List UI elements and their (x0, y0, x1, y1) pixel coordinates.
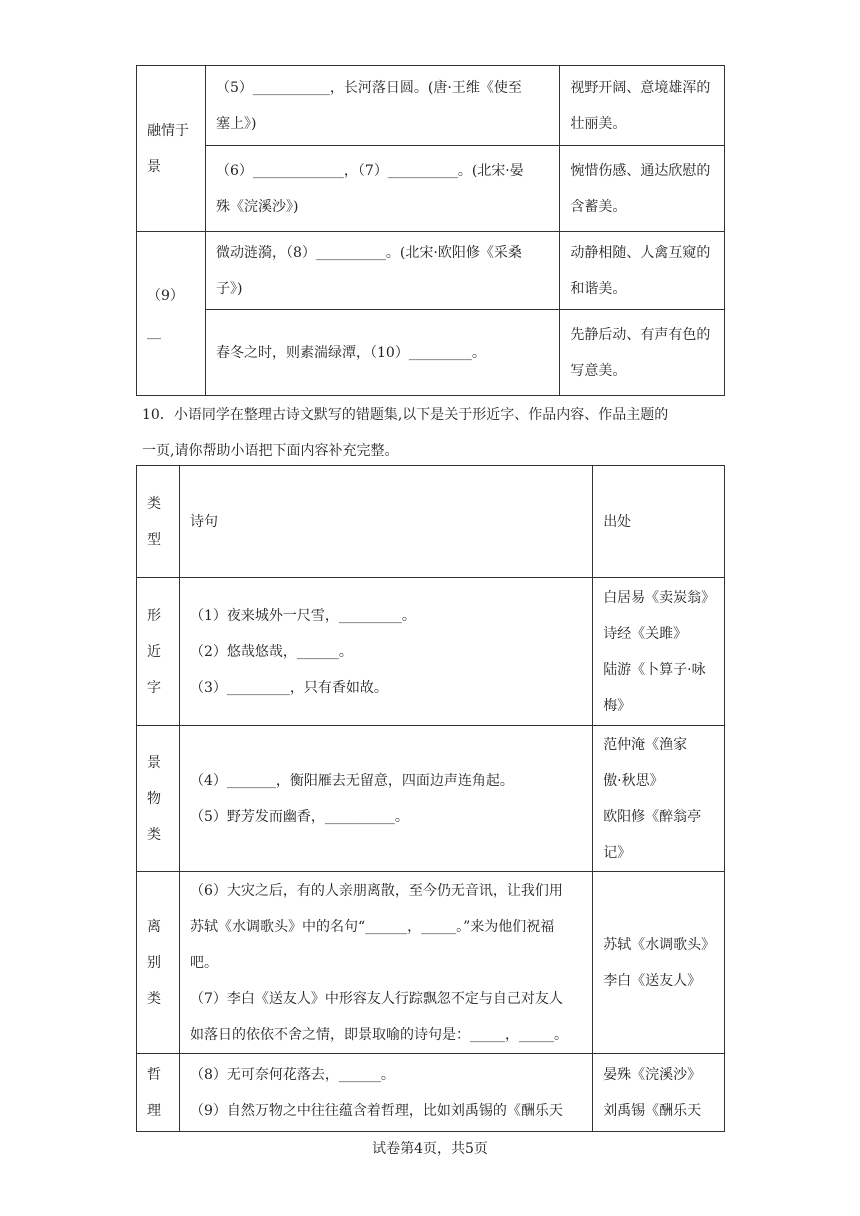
poetry-beauty-table (136, 65, 725, 396)
beauty-line: 含蓄美。 (570, 198, 627, 215)
type-char: 近 (147, 643, 161, 660)
header-source-cell (593, 466, 725, 578)
type-char: 景 (147, 754, 161, 771)
poem-line: （7）李白《送友人》中形容友人行踪飘忽不定与自己对友人 (189, 990, 563, 1007)
poem-line: （6）_____________，（7）__________。(北宋·晏 (216, 162, 524, 179)
source-line: 刘禹锡《酬乐天 (603, 1102, 702, 1119)
beauty-line: 先静后动、有声有色的 (570, 326, 711, 343)
poem-line: （1）夜来城外一尺雪，_________。 (189, 607, 416, 624)
source-cell (593, 726, 725, 872)
type-cell (137, 578, 180, 726)
poem-line: 苏轼《水调歌头》中的名句“______，_____。”来为他们祝福 (189, 918, 555, 935)
type-char: 形 (147, 607, 161, 624)
question-line: 一页,请你帮助小语把下面内容补充完整。 (142, 443, 399, 459)
source-cell (593, 578, 725, 726)
source-line: 苏轼《水调歌头》 (603, 936, 716, 953)
page-footer: 试卷第4页，共5页 (372, 1141, 488, 1157)
type-char: 理 (147, 1102, 161, 1119)
poem-line: 塞上》) (216, 115, 257, 132)
type-char: 类 (147, 990, 161, 1007)
poem-line: （4）_______，衡阳雁去无留意，四面边声连角起。 (189, 772, 514, 789)
poem-line: （5）野芳发而幽香，__________。 (189, 808, 409, 825)
beauty-line: 动静相随、人禽互窥的 (570, 244, 711, 261)
type-char: 类 (147, 826, 161, 843)
type-cell (137, 872, 180, 1054)
beauty-cell (560, 232, 725, 310)
type-char: 字 (147, 679, 161, 696)
poem-cell (206, 146, 560, 232)
poem-line: （3）_________，只有香如故。 (189, 679, 388, 696)
poem-line: 如落日的依依不舍之情，即景取喻的诗句是：_____，_____。 (189, 1026, 568, 1043)
header-type-cell (137, 466, 180, 578)
poem-cell (206, 310, 560, 396)
type-char: 哲 (147, 1066, 161, 1083)
group-label-cell (137, 232, 206, 396)
group-label: （9）__ (147, 287, 184, 340)
poem-cell (179, 872, 592, 1054)
beauty-line: 壮丽美。 (570, 115, 627, 132)
poem-line: 子》) (216, 280, 243, 297)
beauty-line: 写意美。 (570, 362, 627, 379)
group-label: 融情于景 (147, 122, 189, 175)
header-source: 出处 (603, 513, 632, 530)
beauty-cell (560, 146, 725, 232)
type-cell (137, 726, 180, 872)
error-collection-table (136, 465, 725, 1132)
poem-cell (206, 232, 560, 310)
poem-line: （6）大灾之后，有的人亲朋离散，至今仍无音讯，让我们用 (189, 882, 563, 899)
header-poem-cell (179, 466, 592, 578)
type-cell (137, 1054, 180, 1132)
poem-line: （9）自然万物之中往往蕴含着哲理，比如刘禹锡的《酬乐天 (189, 1102, 563, 1119)
source-line: 范仲淹《渔家 (603, 736, 688, 753)
source-line: 傲·秋思》 (603, 772, 664, 789)
poem-line: 微动涟漪，（8）__________。(北宋·欧阳修《采桑 (216, 244, 522, 261)
poem-line: 春冬之时，则素湍绿潭，（10）_________。 (216, 344, 486, 361)
question-10-prompt (142, 397, 732, 469)
source-cell (593, 1054, 725, 1132)
beauty-cell (560, 66, 725, 146)
source-line: 记》 (603, 844, 632, 861)
poem-line: （5）___________，长河落日圆。(唐·王维《使至 (216, 79, 522, 96)
poem-line: 吧。 (189, 954, 218, 971)
beauty-cell (560, 310, 725, 396)
header-type: 型 (147, 531, 161, 548)
beauty-line: 惋惜伤感、通达欣慰的 (570, 162, 711, 179)
type-char: 别 (147, 954, 161, 971)
source-line: 白居易《卖炭翁》 (603, 589, 716, 606)
beauty-line: 视野开阔、意境雄浑的 (570, 79, 711, 96)
source-line: 诗经《关雎》 (603, 625, 688, 642)
header-poem: 诗句 (189, 513, 218, 530)
type-char: 物 (147, 790, 161, 807)
type-char: 离 (147, 918, 161, 935)
poem-cell (206, 66, 560, 146)
source-line: 晏殊《浣溪沙》 (603, 1066, 702, 1083)
poem-cell (179, 1054, 592, 1132)
source-line: 李白《送友人》 (603, 972, 702, 989)
header-type: 类 (147, 495, 161, 512)
poem-cell (179, 726, 592, 872)
poem-line: （2）悠哉悠哉，______。 (189, 643, 353, 660)
poem-line: 殊《浣溪沙》) (216, 198, 299, 215)
poem-cell (179, 578, 592, 726)
source-line: 欧阳修《醉翁亭 (603, 808, 702, 825)
source-cell (593, 872, 725, 1054)
poem-line: （8）无可奈何花落去，______。 (189, 1066, 395, 1083)
beauty-line: 和谐美。 (570, 280, 627, 297)
source-line: 陆游《卜算子·咏 (603, 661, 706, 678)
source-line: 梅》 (603, 697, 632, 714)
group-label-cell (137, 66, 206, 232)
question-line: 10．小语同学在整理古诗文默写的错题集,以下是关于形近字、作品内容、作品主题的 (142, 407, 669, 423)
